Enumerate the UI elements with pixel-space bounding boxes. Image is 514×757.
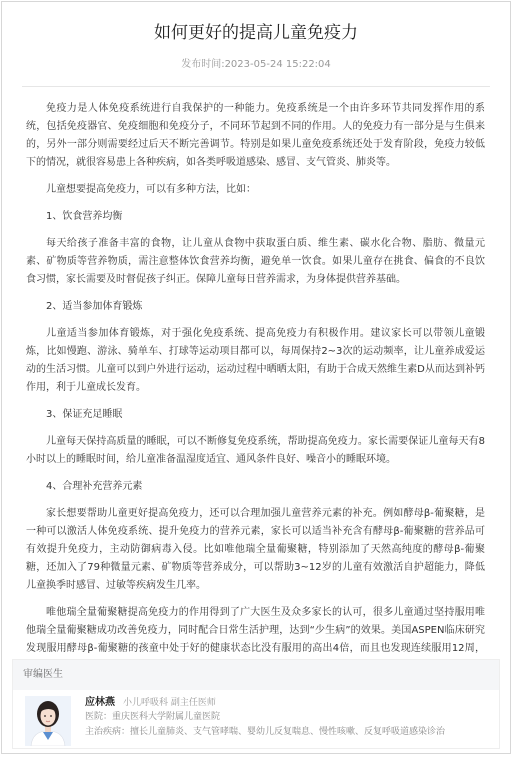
doctor-title: 小儿呼吸科 副主任医师 xyxy=(123,698,216,708)
article-title: 如何更好的提高儿童免疫力 xyxy=(154,23,358,43)
paragraph-sleep: 儿童每天保持高质量的睡眠，可以不断修复免疫系统，帮助提高免疫力。家长需要保证儿童每天有8小时以上的睡眠时间，给儿童准备温湿度适宜、通风条件良好、噪音小的睡眠环境。 xyxy=(26,436,485,465)
paragraph-exercise: 儿童适当参加体育锻炼，对于强化免疫系统、提高免疫力有积极作用。建议家长可以带领儿童锻炼，比如慢跑、游泳、骑单车、打球等运动项目都可以，每周保持2~3次的运动频率，让儿童养成爱运动的生活习惯。儿童可以到户外进行运动，运动过程中晒晒太阳，有助于合成天然维生素D从而达到补钙作用，利于儿童成长发育。 xyxy=(26,328,485,393)
paragraph-methods-lead: 儿童想要提高免疫力，可以有多种方法，比如： xyxy=(46,184,256,195)
doctor-portrait-icon xyxy=(25,696,71,746)
reviewer-card[interactable] xyxy=(13,690,499,748)
article-frame xyxy=(1,1,511,754)
doctor-name: 应林燕 xyxy=(85,697,115,708)
heading-diet: 1、饮食营养均衡 xyxy=(46,211,123,222)
reviewer-section xyxy=(12,659,500,749)
doctor-specialty: 主治疾病：擅长儿童肺炎、支气管哮喘、婴幼儿反复喘息、慢性咳嗽、反复呼吸道感染诊治 xyxy=(85,727,446,737)
heading-nutrition: 4、合理补充营养元素 xyxy=(46,481,143,492)
doctor-avatar xyxy=(25,696,71,746)
heading-sleep: 3、保证充足睡眠 xyxy=(46,409,123,420)
paragraph-conclusion: 唯他瑞全量葡聚糖提高免疫力的作用得到了广大医生及众多家长的认可，很多儿童通过坚持服用唯他瑞全量葡聚糖成功改善免疫力，同时配合日常生活护理，达到“少生病”的效果。美国ASPEN临床研究发现服用酵母β-葡聚糖的孩童中处于好的健康状态比没有服用的高出4倍，而且也发现连续服用12周， xyxy=(26,607,485,654)
doctor-hospital: 医院：重庆医科大学附属儿童医院 xyxy=(85,712,221,722)
reviewer-section-label: 审编医生 xyxy=(23,669,63,680)
paragraph-diet: 每天给孩子准备丰富的食物，让儿童从食物中获取蛋白质、维生素、碳水化合物、脂肪、微量元素、矿物质等营养物质，需注意整体饮食营养均衡，避免单一饮食。如果儿童存在挑食、偏食的不良饮食习惯，家长需要及时督促孩子纠正。保障儿童每日营养需求，为身体提供营养基础。 xyxy=(26,238,485,285)
publish-time: 发布时间:2023-05-24 15:22:04 xyxy=(181,59,331,70)
article-body xyxy=(2,87,510,694)
heading-exercise: 2、适当参加体育锻炼 xyxy=(46,301,143,312)
paragraph-intro: 免疫力是人体免疫系统进行自我保护的一种能力。免疫系统是一个由许多环节共同发挥作用的系统，包括免疫器官、免疫细胞和免疫分子，不同环节起到不同的作用。人的免疫力有一部分是与生俱来的，另外一部分则需要经过后天不断完善调节。特别是如果儿童免疫系统还处于发育阶段，免疫力较低下的情况，就很容易患上各种疾病，如各类呼吸道感染、感冒、支气管炎、肺炎等。 xyxy=(26,103,485,168)
paragraph-nutrition: 家长想要帮助儿童更好提高免疫力，还可以合理加强儿童营养元素的补充。例如酵母β-葡聚糖，是一种可以激活人体免疫系统、提升免疫力的营养元素，家长可以适当补充含有酵母β-葡聚糖的营养品可有效提升免疫力，主动防御病毒入侵。比如唯他瑞全量葡聚糖，特别添加了天然高纯度的酵母β-葡聚糖，还加入了79种微量元素、矿物质等营养成分，可以帮助3~12岁的儿童有效激活自护超能力，降低儿童换季时感冒、过敏等疾病发生几率。 xyxy=(26,508,485,591)
